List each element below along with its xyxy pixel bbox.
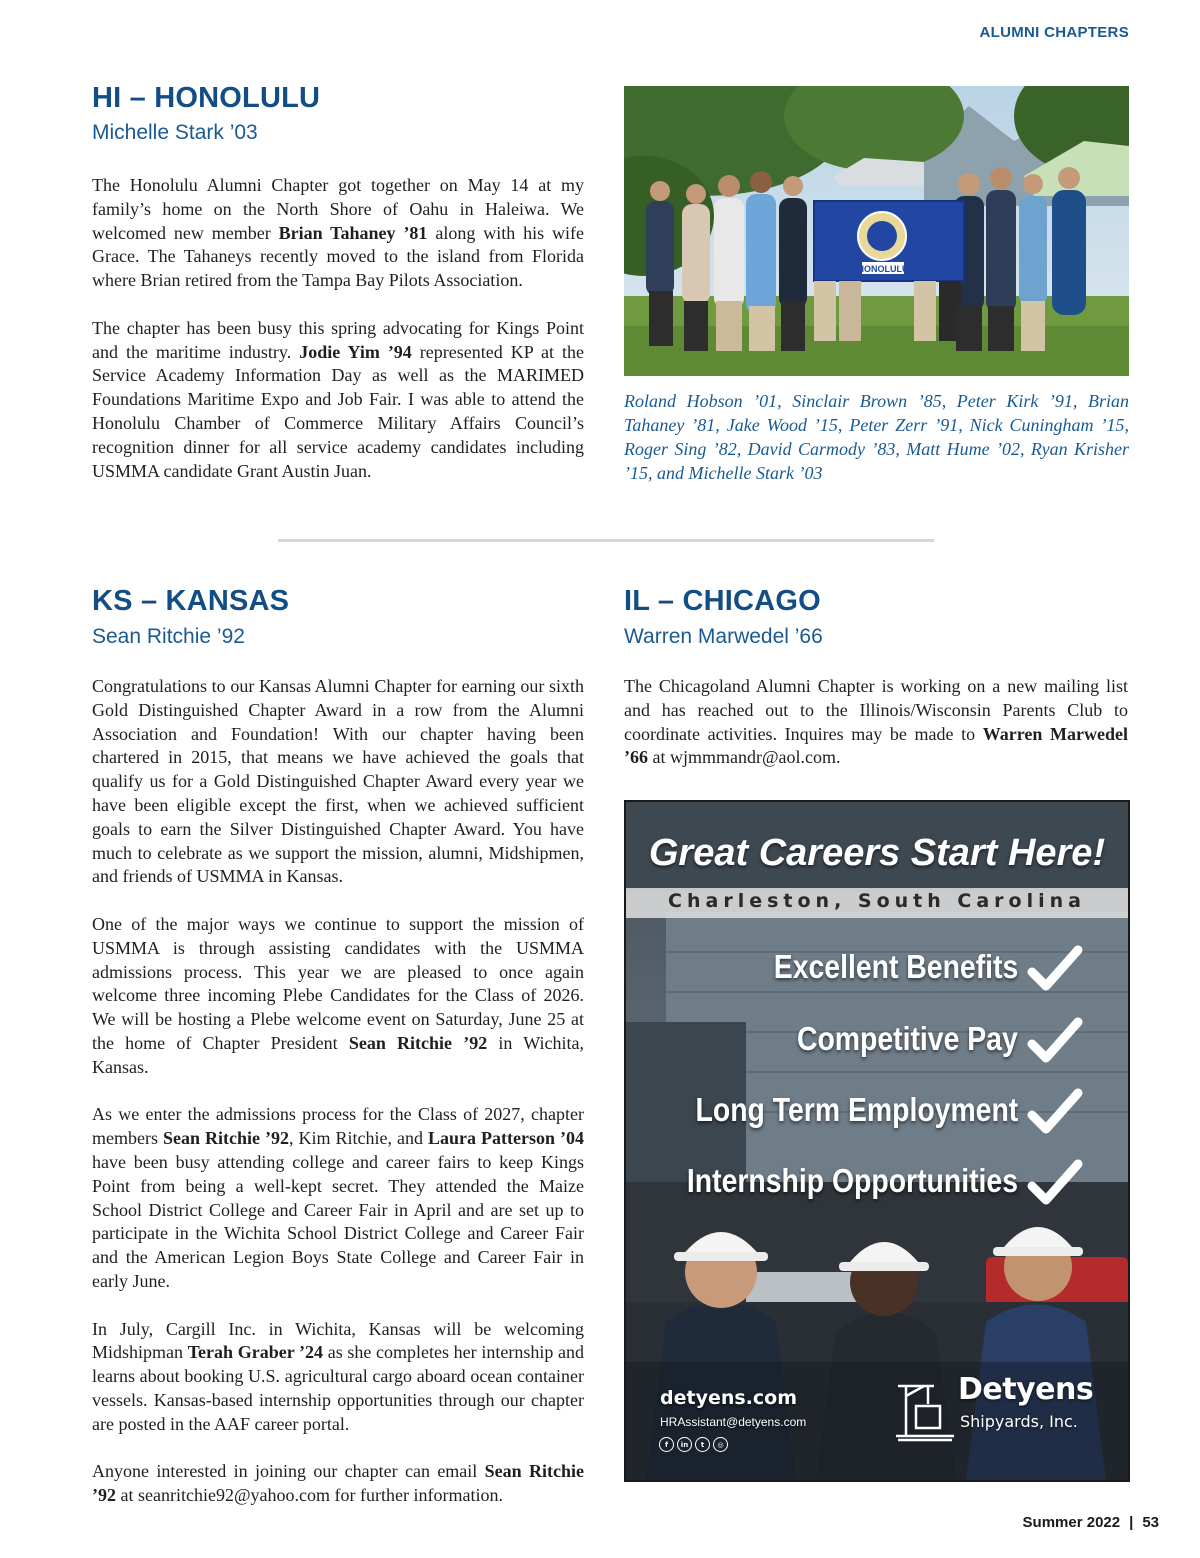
- ad-benefit-4: Internship Opportunities: [686, 1162, 1018, 1199]
- facebook-icon[interactable]: f: [659, 1437, 674, 1452]
- linkedin-icon[interactable]: in: [677, 1437, 692, 1452]
- ad-benefit-1: Excellent Benefits: [773, 948, 1018, 985]
- check-icon: [1026, 944, 1084, 994]
- text-run: Anyone interested in joining our chapter can email: [92, 1461, 485, 1482]
- text-run: , Kim Ritchie, and: [289, 1128, 428, 1149]
- page-footer: [1023, 1514, 1159, 1531]
- check-icon: [1026, 1016, 1084, 1066]
- instagram-icon[interactable]: ◎: [713, 1437, 728, 1452]
- bold-name: Sean Ritchie ’92: [348, 1032, 488, 1053]
- honolulu-author: Michelle Stark ’03: [92, 121, 258, 144]
- text-run: The chapter has been busy this spring advocating for Kings Point and the maritime industry.: [92, 317, 584, 362]
- text-run: along with his wife Grace. The Tahaneys recently moved to the island from Florida where Brian retired from the Tampa Bay Pilots Association.: [92, 222, 584, 291]
- detyens-logo: [894, 1372, 1094, 1446]
- twitter-icon[interactable]: t: [695, 1437, 710, 1452]
- photo-caption: Roland Hobson ’01, Sinclair Brown ’85, Peter Kirk ’91, Brian Tahaney ’81, Jake Wood ’15, Peter Zerr ’91, Nick Cuningham ’15, Roger Sing ’82, David Carmody ’83, Matt Hume ’02, Ryan Krisher ’15, and Michelle Stark ’03: [624, 391, 1129, 483]
- text-run: The Honolulu Alumni Chapter got together on May 14 at my family’s home on the North Shore of Oahu in Haleiwa. We welcomed new member: [92, 175, 584, 243]
- check-icon: [1026, 1087, 1084, 1137]
- section-header-label: ALUMNI CHAPTERS: [979, 24, 1129, 41]
- section-divider: [278, 539, 934, 542]
- social-icons-row: [659, 1437, 728, 1452]
- text-run: As we enter the admissions process for the Class of 2027, chapter members: [92, 1104, 584, 1149]
- bold-name: Sean Ritchie ’92: [163, 1128, 289, 1149]
- bold-name: Warren Marwedel ’66: [624, 723, 1128, 768]
- text-run: One of the major ways we continue to support the mission of USMMA is through assisting candidates with the USMMA admissions process. This year we are pleased to once again welcome three incoming Plebe Candidates for the Class of 2026. We will be hosting a Plebe welcome event on Saturday, June 25 at the home of Chapter President: [92, 913, 584, 1053]
- bold-name: Brian Tahaney ’81: [278, 222, 428, 243]
- text-run: The Chicagoland Alumni Chapter is working on a new mailing list and has reached out to the Illinois/Wisconsin Parents Club to coordinate activities. Inquires may be made to: [624, 676, 1128, 744]
- paragraph: [624, 675, 1128, 770]
- check-icon: [1026, 1158, 1084, 1208]
- bold-name: Terah Graber ’24: [187, 1342, 324, 1363]
- honolulu-group-photo: [624, 86, 1129, 376]
- company-subtitle: Shipyards, Inc.: [960, 1412, 1078, 1431]
- text-run: at seanritchie92@yahoo.com for further information.: [116, 1485, 503, 1506]
- page-number: 53: [1142, 1514, 1159, 1531]
- ad-location: Charleston, South Carolina: [668, 890, 1086, 912]
- bold-name: Laura Patterson ’04: [428, 1128, 584, 1149]
- text-run: as she completes her internship and learns about booking U.S. agricultural cargo aboard ocean container vessels. Kansas-based internship opportunities through our chapter are posted in the AAF career portal.: [92, 1342, 584, 1434]
- paragraph: [92, 1103, 584, 1293]
- text-run: at wjmmmandr@aol.com.: [648, 747, 841, 768]
- text-run: represented KP at the Service Academy Information Day as well as the MARIMED Foundations Maritime Expo and Job Fair. I was able to attend the Honolulu Chamber of Commerce Military Affairs Council’s recognition dinner for all service academy candidates including USMMA candidate Grant Austin Juan.: [92, 341, 584, 481]
- honolulu-body: [92, 174, 584, 507]
- banner-text: HONOLULU: [857, 264, 909, 274]
- issue-label: Summer 2022: [1022, 1514, 1121, 1531]
- company-name: Detyens: [958, 1372, 1094, 1407]
- ad-benefit-3: Long Term Employment: [695, 1091, 1018, 1128]
- ad-benefit-2: Competitive Pay: [797, 1020, 1018, 1057]
- paragraph: [92, 1460, 584, 1508]
- text-run: in Wichita, Kansas.: [92, 1032, 584, 1077]
- paragraph: [92, 913, 584, 1080]
- footer-separator: |: [1129, 1514, 1134, 1531]
- shipyard-crane-icon: [894, 1376, 956, 1442]
- paragraph: [92, 1318, 584, 1437]
- bold-name: Sean Ritchie ’92: [92, 1461, 584, 1506]
- kansas-title: KS – KANSAS: [92, 585, 290, 617]
- chicago-body: [624, 675, 1128, 794]
- ad-website-link[interactable]: detyens.com: [660, 1387, 798, 1409]
- paragraph: [92, 174, 584, 293]
- paragraph: [92, 317, 584, 484]
- text-run: Congratulations to our Kansas Alumni Chapter for earning our sixth Gold Distinguished Chapter Award in a row from the Alumni Association and Foundation! With our chapter having been chartered in 2015, that means we have achieved the goals that qualify us for a Gold Distinguished Chapter Award every year we have been eligible except the first, when we achieved sufficient goals to earn the Silver Distinguished Chapter Award. You have much to celebrate as we support the mission, alumni, Midshipmen, and friends of USMMA in Kansas.: [92, 676, 584, 887]
- chicago-author: Warren Marwedel ’66: [624, 625, 823, 648]
- kansas-author: Sean Ritchie ’92: [92, 625, 245, 648]
- kansas-body: [92, 675, 584, 1532]
- paragraph: [92, 675, 584, 889]
- ad-email-link[interactable]: HRAssistant@detyens.com: [660, 1415, 807, 1429]
- chicago-title: IL – CHICAGO: [624, 585, 821, 617]
- honolulu-title: HI – HONOLULU: [92, 82, 321, 114]
- ad-headline: Great Careers Start Here!: [648, 832, 1106, 874]
- text-run: have been busy attending college and career fairs to keep Kings Point from being a well-kept secret. They attended the Maize School District College and Career Fair in April and are set up to participate in the Wichita School District College and Career Fair and the American Legion Boys State College and Career Fair in early June.: [92, 1151, 584, 1291]
- detyens-advertisement[interactable]: [624, 800, 1130, 1482]
- text-run: In July, Cargill Inc. in Wichita, Kansas will be welcoming Midshipman: [92, 1318, 584, 1363]
- bold-name: Jodie Yim ’94: [299, 341, 412, 362]
